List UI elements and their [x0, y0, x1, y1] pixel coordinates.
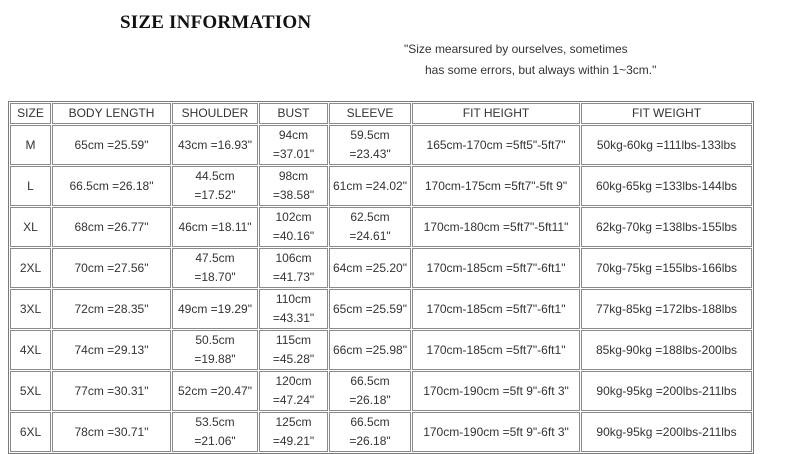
cell-sleeve: 61cm =24.02" — [329, 166, 411, 206]
cell-fit-height: 170cm-185cm =5ft7"-6ft1" — [412, 330, 580, 370]
cell-bust: 115cm =45.28" — [259, 330, 328, 370]
table-row — [10, 248, 752, 288]
cell-bust: 98cm =38.58" — [259, 166, 328, 206]
table-header-row — [10, 103, 752, 124]
cell-fit-height: 170cm-185cm =5ft7"-6ft1" — [412, 289, 580, 329]
table-row — [10, 166, 752, 206]
cell-bust: 94cm =37.01" — [259, 125, 328, 165]
cell-bust: 120cm =47.24" — [259, 371, 328, 411]
cell-shoulder: 53.5cm =21.06" — [172, 412, 258, 452]
cell-sleeve: 62.5cm =24.61" — [329, 207, 411, 247]
note-line-1: "Size mearsured by ourselves, sometimes — [404, 42, 628, 56]
table-row — [10, 289, 752, 329]
cell-size: 4XL — [10, 330, 51, 370]
table-row — [10, 207, 752, 247]
cell-shoulder: 50.5cm =19.88" — [172, 330, 258, 370]
cell-body-length: 74cm =29.13" — [52, 330, 171, 370]
cell-size: 2XL — [10, 248, 51, 288]
cell-fit-height: 165cm-170cm =5ft5"-5ft7" — [412, 125, 580, 165]
cell-sleeve: 66.5cm =26.18" — [329, 412, 411, 452]
cell-body-length: 65cm =25.59" — [52, 125, 171, 165]
measurement-note — [404, 39, 656, 81]
cell-body-length: 78cm =30.71" — [52, 412, 171, 452]
cell-fit-weight: 77kg-85kg =172lbs-188lbs — [581, 289, 752, 329]
cell-size: 5XL — [10, 371, 51, 411]
cell-shoulder: 46cm =18.11" — [172, 207, 258, 247]
cell-sleeve: 65cm =25.59" — [329, 289, 411, 329]
cell-size: M — [10, 125, 51, 165]
cell-fit-height: 170cm-190cm =5ft 9"-6ft 3" — [412, 412, 580, 452]
header-sleeve: SLEEVE — [329, 103, 411, 124]
cell-sleeve: 66cm =25.98" — [329, 330, 411, 370]
cell-size: XL — [10, 207, 51, 247]
header-shoulder: SHOULDER — [172, 103, 258, 124]
cell-fit-weight: 62kg-70kg =138lbs-155lbs — [581, 207, 752, 247]
cell-sleeve: 66.5cm =26.18" — [329, 371, 411, 411]
cell-body-length: 77cm =30.31" — [52, 371, 171, 411]
size-table — [8, 101, 754, 454]
cell-fit-weight: 70kg-75kg =155lbs-166lbs — [581, 248, 752, 288]
cell-bust: 125cm =49.21" — [259, 412, 328, 452]
cell-body-length: 72cm =28.35" — [52, 289, 171, 329]
cell-bust: 106cm =41.73" — [259, 248, 328, 288]
cell-shoulder: 47.5cm =18.70" — [172, 248, 258, 288]
page-title: SIZE INFORMATION — [120, 12, 312, 33]
cell-body-length: 70cm =27.56" — [52, 248, 171, 288]
cell-size: L — [10, 166, 51, 206]
cell-body-length: 66.5cm =26.18" — [52, 166, 171, 206]
header-bust: BUST — [259, 103, 328, 124]
cell-fit-weight: 85kg-90kg =188lbs-200lbs — [581, 330, 752, 370]
header-size: SIZE — [10, 103, 51, 124]
cell-fit-height: 170cm-190cm =5ft 9"-6ft 3" — [412, 371, 580, 411]
header-fit-weight: FIT WEIGHT — [581, 103, 752, 124]
cell-shoulder: 44.5cm =17.52" — [172, 166, 258, 206]
cell-fit-weight: 60kg-65kg =133lbs-144lbs — [581, 166, 752, 206]
cell-fit-height: 170cm-180cm =5ft7"-5ft11" — [412, 207, 580, 247]
cell-fit-weight: 90kg-95kg =200lbs-211lbs — [581, 412, 752, 452]
cell-size: 6XL — [10, 412, 51, 452]
cell-fit-weight: 50kg-60kg =111lbs-133lbs — [581, 125, 752, 165]
cell-sleeve: 59.5cm =23.43" — [329, 125, 411, 165]
cell-bust: 102cm =40.16" — [259, 207, 328, 247]
cell-fit-height: 170cm-185cm =5ft7"-6ft1" — [412, 248, 580, 288]
table-row — [10, 125, 752, 165]
note-line-2: has some errors, but always within 1~3cm." — [425, 63, 657, 77]
cell-sleeve: 64cm =25.20" — [329, 248, 411, 288]
cell-shoulder: 49cm =19.29" — [172, 289, 258, 329]
table-row — [10, 371, 752, 411]
cell-shoulder: 52cm =20.47" — [172, 371, 258, 411]
cell-bust: 110cm =43.31" — [259, 289, 328, 329]
table-row — [10, 330, 752, 370]
cell-size: 3XL — [10, 289, 51, 329]
table-row — [10, 412, 752, 452]
header-body-length: BODY LENGTH — [52, 103, 171, 124]
cell-body-length: 68cm =26.77" — [52, 207, 171, 247]
cell-fit-height: 170cm-175cm =5ft7"-5ft 9" — [412, 166, 580, 206]
cell-shoulder: 43cm =16.93" — [172, 125, 258, 165]
header-fit-height: FIT HEIGHT — [412, 103, 580, 124]
cell-fit-weight: 90kg-95kg =200lbs-211lbs — [581, 371, 752, 411]
